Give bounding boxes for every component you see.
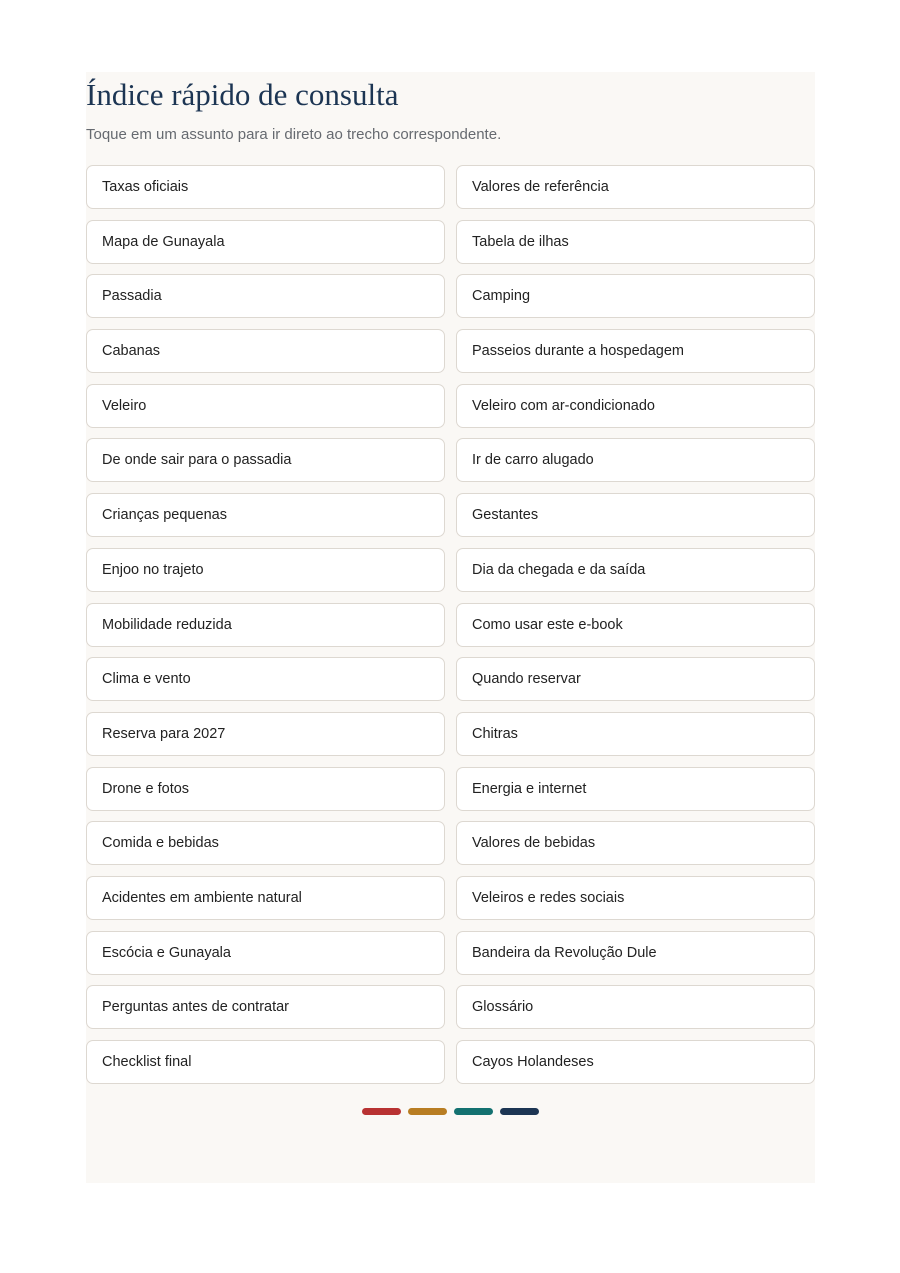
- index-link-label: Camping: [472, 288, 531, 305]
- index-link-card[interactable]: [456, 657, 815, 701]
- index-grid: [86, 165, 815, 1084]
- index-link-label: Acidentes em ambiente natural: [102, 889, 302, 906]
- index-link-label: Dia da chegada e da saída: [472, 561, 646, 578]
- index-link-label: Veleiro: [102, 397, 147, 414]
- index-link-label: Glossário: [472, 999, 534, 1016]
- index-link-card[interactable]: [86, 329, 445, 373]
- index-link-card[interactable]: [456, 767, 815, 811]
- accent-bar: [500, 1108, 539, 1115]
- index-link-card[interactable]: [456, 1040, 815, 1084]
- index-link-card[interactable]: [86, 493, 445, 537]
- index-link-card[interactable]: [86, 712, 445, 756]
- index-link-label: Reserva para 2027: [102, 725, 226, 742]
- index-link-label: Valores de bebidas: [472, 835, 596, 852]
- index-link-card[interactable]: [456, 985, 815, 1029]
- index-link-card[interactable]: [456, 274, 815, 318]
- index-link-label: Mapa de Gunayala: [102, 233, 225, 250]
- index-link-card[interactable]: [86, 1040, 445, 1084]
- index-link-card[interactable]: [456, 220, 815, 264]
- index-link-label: Taxas oficiais: [102, 179, 189, 195]
- index-link-card[interactable]: [86, 438, 445, 482]
- index-link-label: Cayos Holandeses: [472, 1054, 594, 1070]
- index-link-label: Drone e fotos: [102, 780, 190, 797]
- index-link-label: De onde sair para o passadia: [102, 452, 292, 469]
- index-link-label: Checklist final: [102, 1054, 192, 1070]
- index-link-card[interactable]: [456, 821, 815, 865]
- index-link-label: Energia e internet: [472, 780, 587, 797]
- accent-bar: [408, 1108, 447, 1115]
- index-link-label: Ir de carro alugado: [472, 452, 594, 469]
- index-link-card[interactable]: [456, 712, 815, 756]
- index-link-card[interactable]: [86, 985, 445, 1029]
- index-link-label: Crianças pequenas: [102, 507, 227, 524]
- index-link-card[interactable]: [456, 493, 815, 537]
- index-link-label: Como usar este e-book: [472, 616, 623, 633]
- quick-index-panel: [86, 72, 815, 1183]
- index-link-label: Passeios durante a hospedagem: [472, 343, 685, 360]
- index-link-card[interactable]: [456, 548, 815, 592]
- page-title: Índice rápido de consulta: [86, 77, 399, 112]
- index-link-label: Mobilidade reduzida: [102, 616, 232, 633]
- index-link-label: Comida e bebidas: [102, 835, 219, 852]
- index-link-card[interactable]: [456, 603, 815, 647]
- index-link-card[interactable]: [86, 603, 445, 647]
- index-link-label: Escócia e Gunayala: [102, 944, 231, 961]
- index-link-card[interactable]: [456, 876, 815, 920]
- index-link-label: Gestantes: [472, 507, 539, 524]
- index-link-label: Tabela de ilhas: [472, 233, 569, 250]
- index-link-label: Quando reservar: [472, 671, 581, 688]
- index-link-card[interactable]: [86, 657, 445, 701]
- index-link-label: Veleiros e redes sociais: [472, 889, 625, 906]
- index-link-label: Bandeira da Revolução Dule: [472, 944, 657, 961]
- index-link-label: Perguntas antes de contratar: [102, 999, 290, 1016]
- index-link-label: Enjoo no trajeto: [102, 561, 204, 578]
- index-link-card[interactable]: [456, 165, 815, 209]
- index-link-label: Passadia: [102, 288, 162, 305]
- index-link-label: Chitras: [472, 725, 518, 742]
- page-subtitle: Toque em um assunto para ir direto ao trecho correspondente.: [86, 126, 502, 143]
- accent-bar-strip: [362, 1108, 539, 1116]
- index-link-card[interactable]: [86, 384, 445, 428]
- index-link-label: Veleiro com ar-condicionado: [472, 397, 655, 414]
- index-link-card[interactable]: [86, 165, 445, 209]
- index-link-card[interactable]: [456, 329, 815, 373]
- index-link-card[interactable]: [86, 821, 445, 865]
- index-link-card[interactable]: [86, 876, 445, 920]
- index-link-card[interactable]: [86, 220, 445, 264]
- index-link-label: Cabanas: [102, 343, 161, 360]
- index-link-card[interactable]: [86, 274, 445, 318]
- accent-bar: [454, 1108, 493, 1115]
- index-link-card[interactable]: [86, 767, 445, 811]
- index-link-label: Valores de referência: [472, 179, 609, 195]
- index-link-card[interactable]: [456, 931, 815, 975]
- accent-bar: [362, 1108, 401, 1115]
- index-link-card[interactable]: [456, 438, 815, 482]
- index-link-card[interactable]: [86, 931, 445, 975]
- index-link-card[interactable]: [456, 384, 815, 428]
- index-link-card[interactable]: [86, 548, 445, 592]
- index-link-label: Clima e vento: [102, 671, 191, 688]
